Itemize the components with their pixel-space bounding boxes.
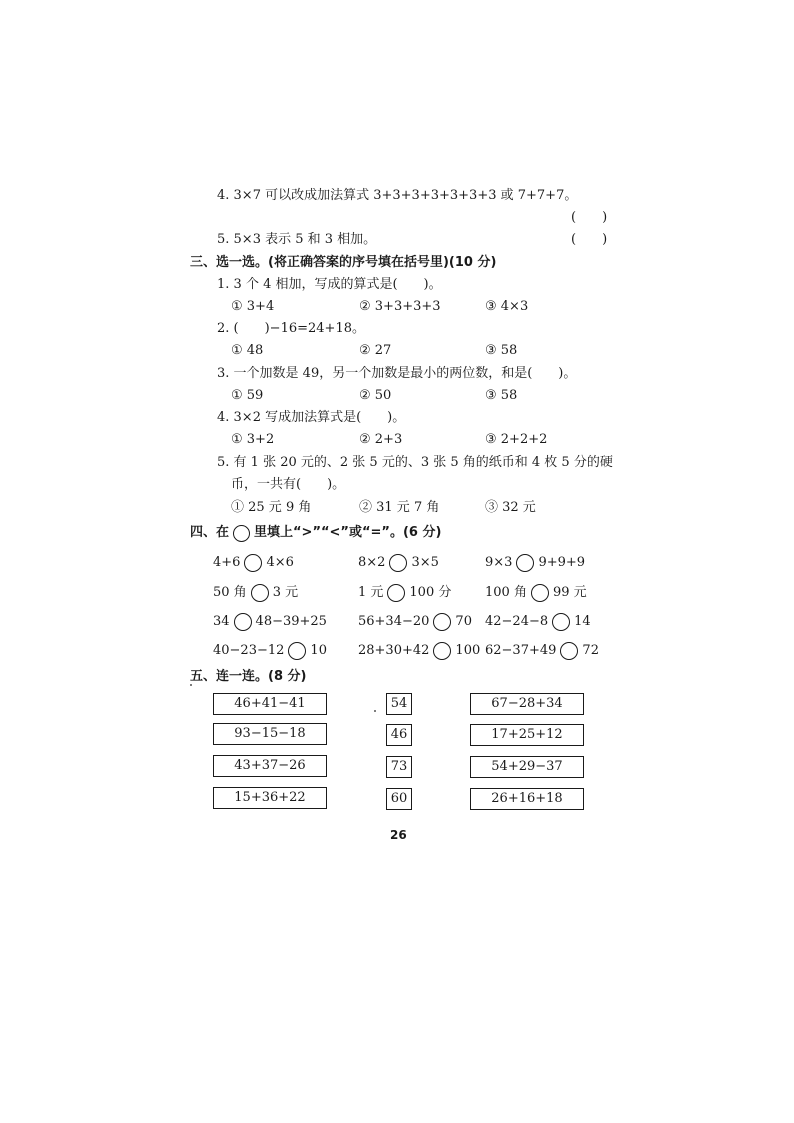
compare-item (358, 584, 451, 602)
compare-blank-circle[interactable] (433, 642, 451, 660)
compare-item (358, 613, 472, 631)
compare-item (213, 584, 298, 602)
s3-q5-option-3[interactable]: ③ 32 元 (485, 500, 536, 515)
s3-q3-option-2[interactable]: ② 50 (359, 388, 392, 403)
compare-right: 100 分 (409, 585, 452, 600)
compare-right: 9+9+9 (538, 555, 586, 570)
match-left-box[interactable]: 15+36+22 (213, 787, 327, 809)
s3-q5-stem-cont: 币，一共有( )。 (231, 477, 346, 492)
compare-right: 99 元 (552, 585, 587, 600)
compare-blank-circle[interactable] (251, 584, 269, 602)
compare-left: 50 角 (213, 585, 247, 600)
compare-item (213, 642, 327, 660)
s3-q1-stem: 1. 3 个 4 相加，写成的算式是( )。 (217, 277, 442, 292)
compare-right: 100 (455, 643, 481, 658)
compare-left: 8×2 (358, 555, 386, 570)
compare-blank-circle[interactable] (244, 554, 262, 572)
compare-item (485, 613, 591, 631)
section-five-heading: 五、连一连。(8 分) (190, 669, 307, 684)
page-number: 26 (390, 828, 407, 842)
compare-item (485, 554, 585, 572)
q5-statement: 5. 5×3 表示 5 和 3 相加。 (217, 232, 377, 247)
compare-blank-circle[interactable] (433, 613, 451, 631)
compare-item (358, 642, 480, 660)
compare-blank-circle[interactable] (387, 584, 405, 602)
match-left-box[interactable]: 93−15−18 (213, 723, 327, 745)
compare-left: 56+34−20 (358, 614, 430, 629)
s3-q4-option-3[interactable]: ③ 2+2+2 (485, 432, 548, 447)
section-three-heading: 三、选一选。(将正确答案的序号填在括号里)(10 分) (190, 255, 497, 270)
q4-answer-paren[interactable]: ( ) (571, 210, 608, 225)
compare-left: 4+6 (213, 555, 241, 570)
compare-blank-circle[interactable] (516, 554, 534, 572)
match-left-box[interactable]: 43+37−26 (213, 755, 327, 777)
compare-right: 3 元 (272, 585, 299, 600)
q5-answer-paren[interactable]: ( ) (571, 232, 608, 247)
compare-blank-circle[interactable] (389, 554, 407, 572)
s3-q2-option-3[interactable]: ③ 58 (485, 343, 518, 358)
match-middle-box[interactable]: 46 (386, 724, 412, 746)
compare-item (213, 613, 327, 631)
s3-q3-option-3[interactable]: ③ 58 (485, 388, 518, 403)
compare-right: 70 (455, 614, 472, 629)
compare-right: 3×5 (411, 555, 439, 570)
s3-q5-stem: 5. 有 1 张 20 元的、2 张 5 元的、3 张 5 角的纸币和 4 枚 5 分的硬 (217, 455, 613, 470)
compare-item (485, 642, 599, 660)
section-four-heading-a: 四、在 (190, 525, 230, 540)
section-four-heading-b: 里填上“>”“<”或“=”。(6 分) (254, 525, 442, 540)
compare-left: 62−37+49 (485, 643, 557, 658)
q4-statement: 4. 3×7 可以改成加法算式 3+3+3+3+3+3+3 或 7+7+7。 (217, 188, 578, 203)
match-right-box[interactable]: 67−28+34 (470, 693, 584, 715)
compare-left: 42−24−8 (485, 614, 549, 629)
compare-blank-circle[interactable] (552, 613, 570, 631)
s3-q1-option-2[interactable]: ② 3+3+3+3 (359, 299, 441, 314)
compare-right: 48−39+25 (255, 614, 327, 629)
compare-right: 14 (574, 614, 591, 629)
compare-left: 100 角 (485, 585, 527, 600)
s3-q4-option-1[interactable]: ① 3+2 (231, 432, 275, 447)
compare-item (213, 554, 294, 572)
compare-item (485, 584, 587, 602)
match-middle-box[interactable]: 60 (386, 788, 412, 810)
s3-q1-option-1[interactable]: ① 3+4 (231, 299, 275, 314)
compare-right: 72 (582, 643, 599, 658)
scan-speck (190, 684, 192, 686)
s3-q3-stem: 3. 一个加数是 49，另一个加数是最小的两位数，和是( )。 (217, 366, 577, 381)
section-four-heading (190, 524, 441, 542)
s3-q2-option-1[interactable]: ① 48 (231, 343, 264, 358)
s3-q5-option-1[interactable]: ① 25 元 9 角 (231, 500, 312, 515)
match-middle-box[interactable]: 73 (386, 756, 412, 778)
compare-right: 4×6 (266, 555, 294, 570)
compare-right: 10 (310, 643, 327, 658)
circle-symbol-icon (233, 525, 250, 542)
compare-item (358, 554, 439, 572)
compare-left: 9×3 (485, 555, 513, 570)
scan-speck (374, 710, 376, 712)
compare-blank-circle[interactable] (560, 642, 578, 660)
s3-q1-option-3[interactable]: ③ 4×3 (485, 299, 529, 314)
s3-q2-stem: 2. ( )−16=24+18。 (217, 321, 365, 336)
match-middle-box[interactable]: 54 (386, 693, 412, 715)
s3-q2-option-2[interactable]: ② 27 (359, 343, 392, 358)
compare-left: 1 元 (358, 585, 384, 600)
s3-q5-option-2[interactable]: ② 31 元 7 角 (359, 500, 440, 515)
match-left-box[interactable]: 46+41−41 (213, 693, 327, 715)
match-right-box[interactable]: 54+29−37 (470, 756, 584, 778)
compare-blank-circle[interactable] (234, 613, 252, 631)
match-right-box[interactable]: 26+16+18 (470, 788, 584, 810)
s3-q4-stem: 4. 3×2 写成加法算式是( )。 (217, 410, 406, 425)
compare-blank-circle[interactable] (288, 642, 306, 660)
s3-q3-option-1[interactable]: ① 59 (231, 388, 264, 403)
compare-left: 28+30+42 (358, 643, 430, 658)
compare-left: 34 (213, 614, 230, 629)
compare-blank-circle[interactable] (531, 584, 549, 602)
s3-q4-option-2[interactable]: ② 2+3 (359, 432, 403, 447)
compare-left: 40−23−12 (213, 643, 285, 658)
match-right-box[interactable]: 17+25+12 (470, 724, 584, 746)
